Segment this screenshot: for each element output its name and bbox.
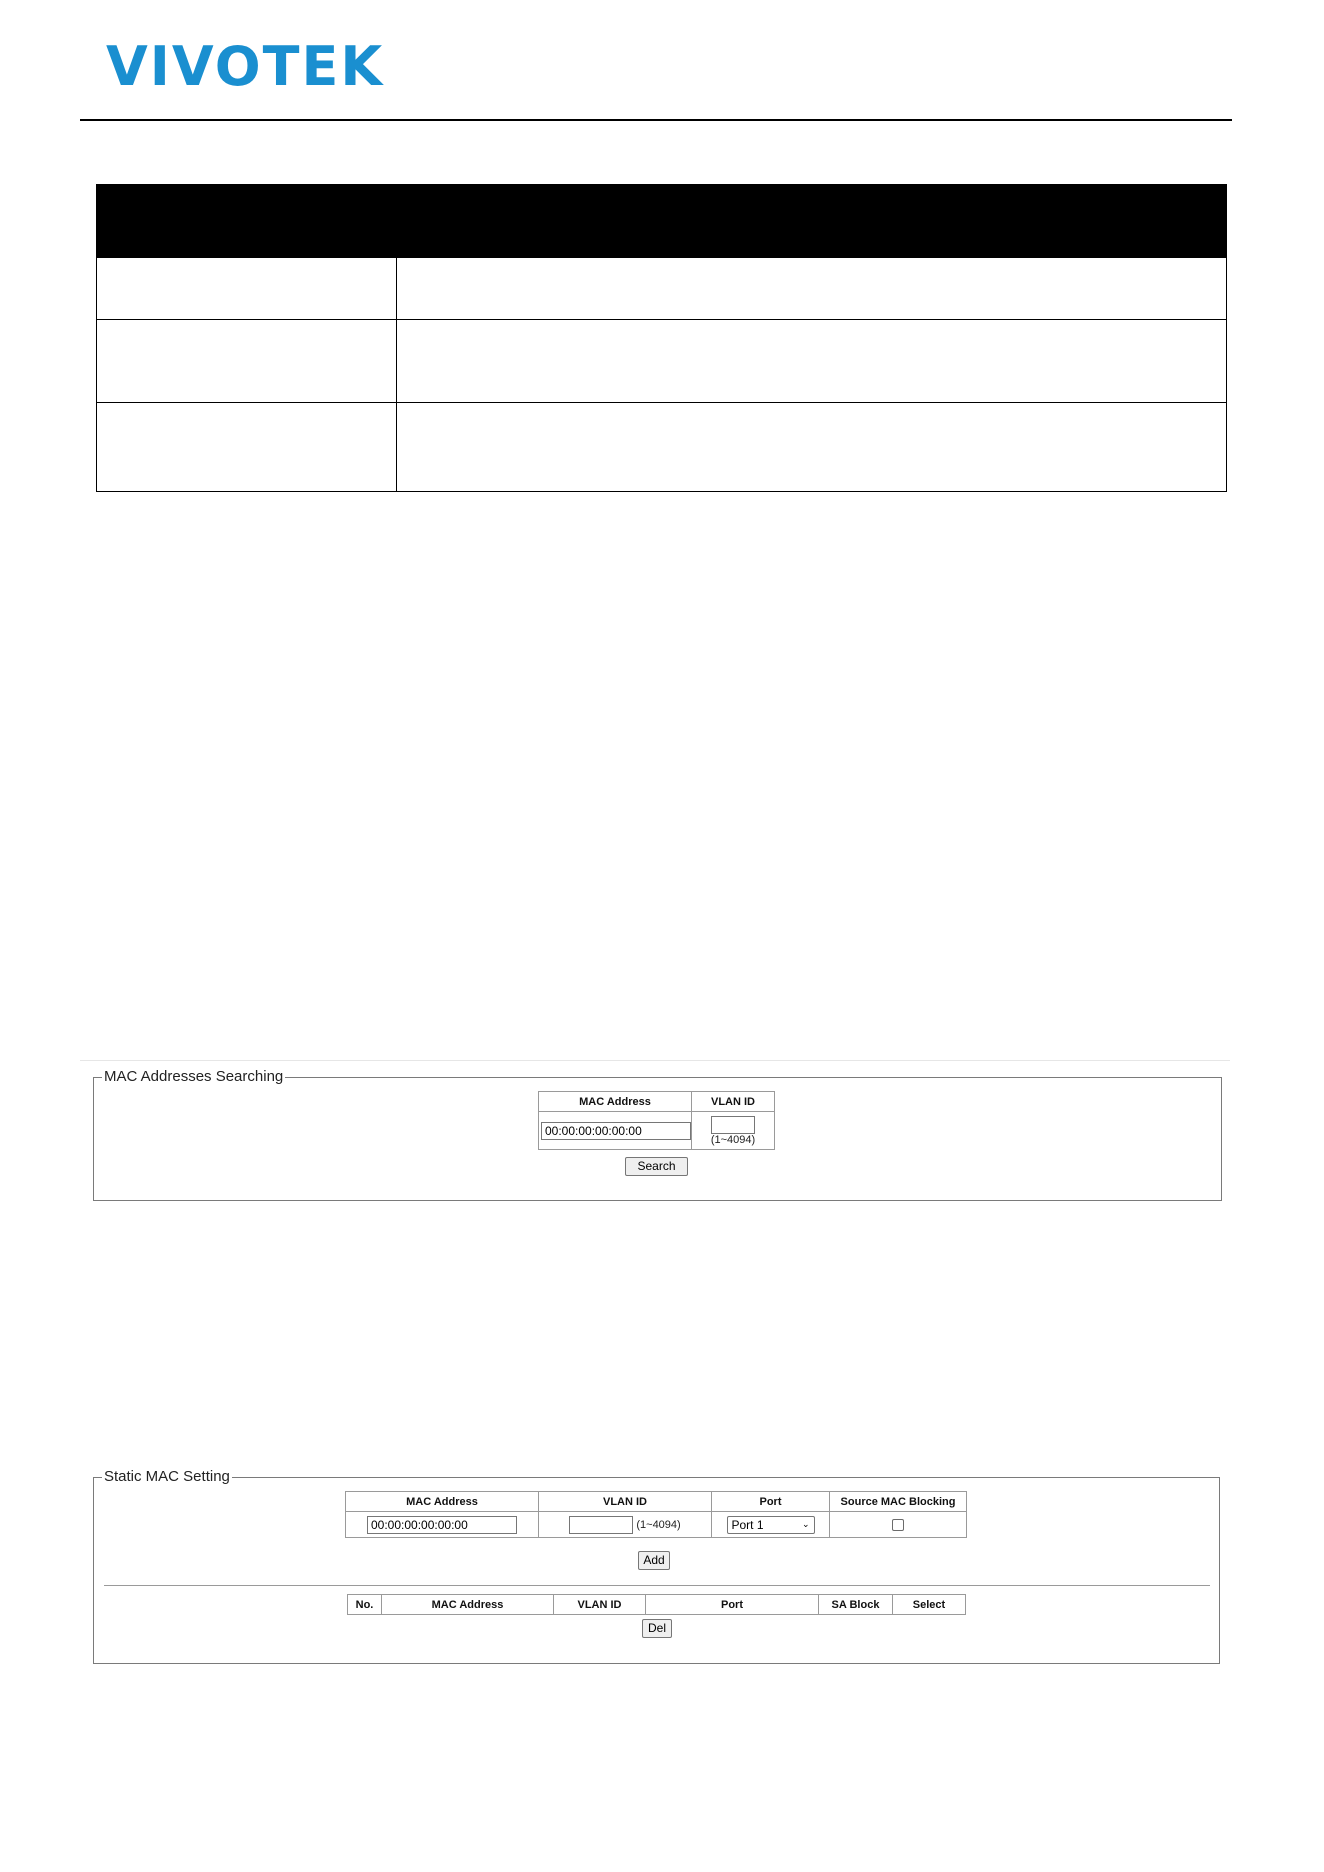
col-no: No.: [348, 1595, 382, 1615]
header-divider: [80, 119, 1232, 121]
logo-text: VIVOTEK: [106, 35, 385, 98]
vlan-input-cell: [692, 1112, 775, 1150]
mac-input-cell: [539, 1112, 692, 1150]
col-vlan-id: VLAN ID: [554, 1595, 646, 1615]
vivotek-logo: [106, 35, 385, 98]
table-row: [97, 320, 1227, 403]
static-mac-list-table: [347, 1594, 966, 1615]
static-mac-panel: [93, 1468, 1220, 1664]
mac-search-table: [538, 1091, 775, 1150]
table-header-row: [539, 1092, 775, 1112]
screenshot-top-divider: [80, 1060, 1230, 1061]
chevron-down-icon: ⌄: [801, 1519, 810, 1529]
static-mac-divider: [104, 1585, 1210, 1586]
description-table-header: [97, 185, 1227, 258]
mac-search-panel: [93, 1068, 1222, 1201]
search-vlan-input[interactable]: [711, 1116, 755, 1134]
table-row: [346, 1512, 967, 1538]
col-select: Select: [893, 1595, 966, 1615]
source-mac-blocking-checkbox[interactable]: [892, 1519, 904, 1531]
table-row: [97, 258, 1227, 320]
static-mac-form-table: [345, 1491, 967, 1538]
vlan-range-hint: (1~4094): [636, 1518, 681, 1531]
search-mac-input[interactable]: [541, 1122, 691, 1140]
description-header-cell-2: [397, 185, 1227, 258]
col-source-mac-blocking: Source MAC Blocking: [830, 1492, 967, 1512]
static-vlan-input[interactable]: [569, 1516, 633, 1534]
col-mac-address: MAC Address: [382, 1595, 554, 1615]
table-cell: [397, 320, 1227, 403]
vlan-range-hint: (1~4094): [710, 1134, 756, 1146]
block-checkbox-cell: [830, 1512, 967, 1538]
table-header-row: [346, 1492, 967, 1512]
static-mac-input[interactable]: [367, 1516, 517, 1534]
col-vlan-id: VLAN ID: [539, 1492, 712, 1512]
table-cell: [397, 403, 1227, 492]
table-cell: [97, 320, 397, 403]
port-select-value: Port 1: [731, 1517, 764, 1532]
col-port: Port: [712, 1492, 830, 1512]
table-cell: [397, 258, 1227, 320]
col-sa-block: SA Block: [819, 1595, 893, 1615]
static-mac-legend: Static MAC Setting: [104, 1468, 230, 1485]
mac-search-legend: MAC Addresses Searching: [104, 1068, 284, 1085]
table-row: [539, 1112, 775, 1150]
vlan-input-cell: [539, 1512, 712, 1538]
description-header-cell-1: [97, 185, 397, 258]
del-button[interactable]: Del: [642, 1619, 672, 1638]
port-select[interactable]: [727, 1516, 815, 1534]
col-mac-address: MAC Address: [346, 1492, 539, 1512]
search-button[interactable]: Search: [625, 1157, 688, 1176]
add-button[interactable]: Add: [638, 1551, 670, 1570]
description-table: [96, 184, 1227, 492]
port-select-cell: [712, 1512, 830, 1538]
col-port: Port: [646, 1595, 819, 1615]
col-mac-address: MAC Address: [539, 1092, 692, 1112]
mac-input-cell: [346, 1512, 539, 1538]
col-vlan-id: VLAN ID: [692, 1092, 775, 1112]
table-cell: [97, 258, 397, 320]
table-header-row: [348, 1595, 966, 1615]
table-cell: [97, 403, 397, 492]
table-row: [97, 403, 1227, 492]
